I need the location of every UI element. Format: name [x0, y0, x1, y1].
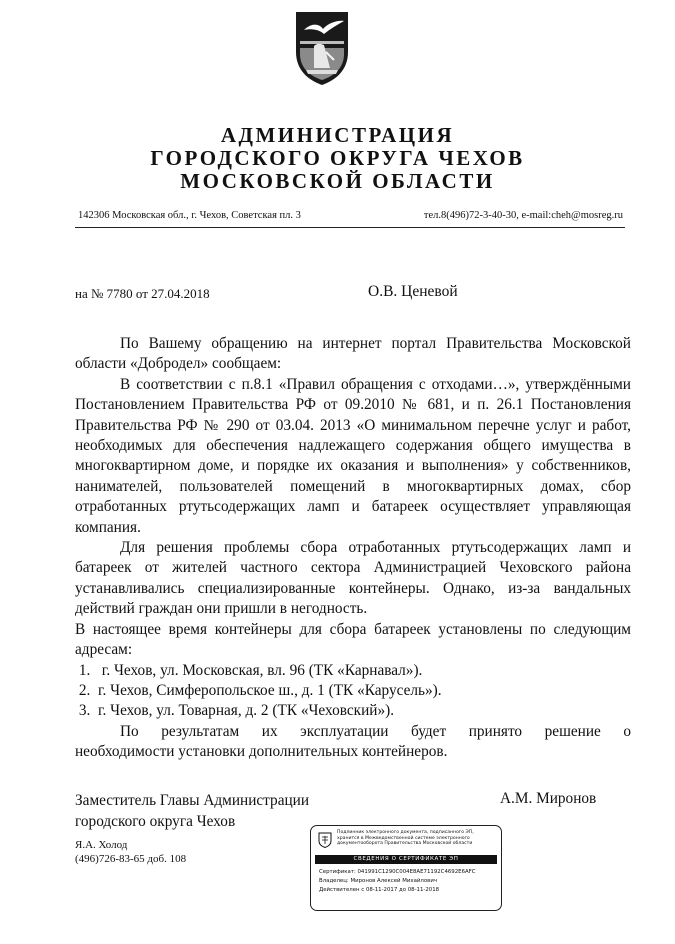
stamp-intro-line: документооборота Правительства Московской области — [337, 841, 473, 847]
letter-body — [75, 334, 631, 763]
address-list-item: 3. г. Чехов, ул. Товарная, д. 2 (ТК «Чеховский»). — [75, 702, 395, 720]
stamp-emblem-icon — [318, 832, 332, 848]
stamp-intro-text — [337, 830, 497, 847]
stamp-intro-line: Подлинник электронного документа, подписанного ЭП, — [337, 830, 474, 835]
reference-number: на № 7780 от 27.04.2018 — [75, 286, 210, 301]
postal-address: 142306 Московская обл., г. Чехов, Советская пл. 3 — [78, 210, 301, 221]
address-list-item: 1. г. Чехов, ул. Московская, вл. 96 (ТК «Карнавал»). — [75, 661, 423, 679]
coat-of-arms-emblem — [290, 8, 354, 88]
executor-info — [75, 838, 186, 866]
paragraph-5-line-2: необходимости установки дополнительных контейнеров. — [75, 743, 448, 761]
header-divider — [75, 227, 625, 228]
stamp-title: СВЕДЕНИЯ О СЕРТИФИКАТЕ ЭП — [315, 855, 497, 864]
paragraph-2: В соответствии с п.8.1 «Правил обращения с отходами…», утверждёнными Постановлением Правительства РФ от 09.2010 № 681, и п. 26.1 Постановления Правительства РФ № 290 от 03.04. 2013 «О минимальном перечне услуг и работ, необходимых для обеспечения надлежащего содержания общего имущества в многоквартирном доме, и порядке их оказания и выполнения» у собственников, нанимателей, пользователей помещений в многоквартирных домах, сбор отработанных ртутьсодержащих ламп и батареек осуществляет управляющая компания. — [75, 375, 631, 536]
stamp-certificate-details — [319, 868, 476, 895]
executor-phone: (496)726-83-65 доб. 108 — [75, 853, 187, 865]
signer-position-line-2: городского округа Чехов — [75, 813, 236, 830]
executor-name: Я.А. Холод — [75, 839, 128, 851]
header-line-1: АДМИНИСТРАЦИЯ — [220, 123, 455, 147]
header-line-2: ГОРОДСКОГО ОКРУГА ЧЕХОВ — [150, 146, 525, 170]
paragraph-3: Для решения проблемы сбора отработанных ртутьсодержащих ламп и батареек от жителей частного сектора Администрацией Чеховского района устанавливались специализированные контейнеры. Однако, из-за вандальных действий граждан они пришли в негодность. — [75, 539, 631, 618]
contacts-line — [78, 210, 623, 221]
signer-position-line-1: Заместитель Главы Администрации — [75, 792, 310, 809]
electronic-signature-stamp — [310, 825, 502, 911]
paragraph-1: По Вашему обращению на интернет портал Правительства Московской области «Добродел» сообщаем: — [75, 335, 631, 373]
phone-email: тел.8(496)72-3-40-30, e-mail:cheh@mosreg.ru — [423, 210, 623, 221]
organization-header — [80, 124, 595, 193]
signer-name: А.М. Миронов — [500, 790, 597, 807]
signer-position — [75, 790, 309, 832]
certificate-validity: Действителен с 08-11-2017 до 08-11-2018 — [319, 887, 440, 893]
certificate-owner: Владелец: Миронов Алексей Михайлович — [319, 878, 438, 884]
paragraph-4: В настоящее время контейнеры для сбора батареек установлены по следующим адресам: — [75, 620, 631, 659]
paragraph-5-line-1: По результатам их эксплуатации будет принято решение о — [120, 722, 631, 740]
header-line-3: МОСКОВСКОЙ ОБЛАСТИ — [180, 169, 495, 193]
certificate-number: Сертификат: 041991C1290C004E8AE71192C4692E6AFC — [319, 869, 476, 875]
addressee: О.В. Ценевой — [368, 283, 458, 300]
address-list-item: 2. г. Чехов, Симферопольское ш., д. 1 (ТК «Карусель»). — [75, 681, 442, 699]
stamp-intro-line: хранится в Межведомственной системе электронного — [337, 835, 470, 841]
